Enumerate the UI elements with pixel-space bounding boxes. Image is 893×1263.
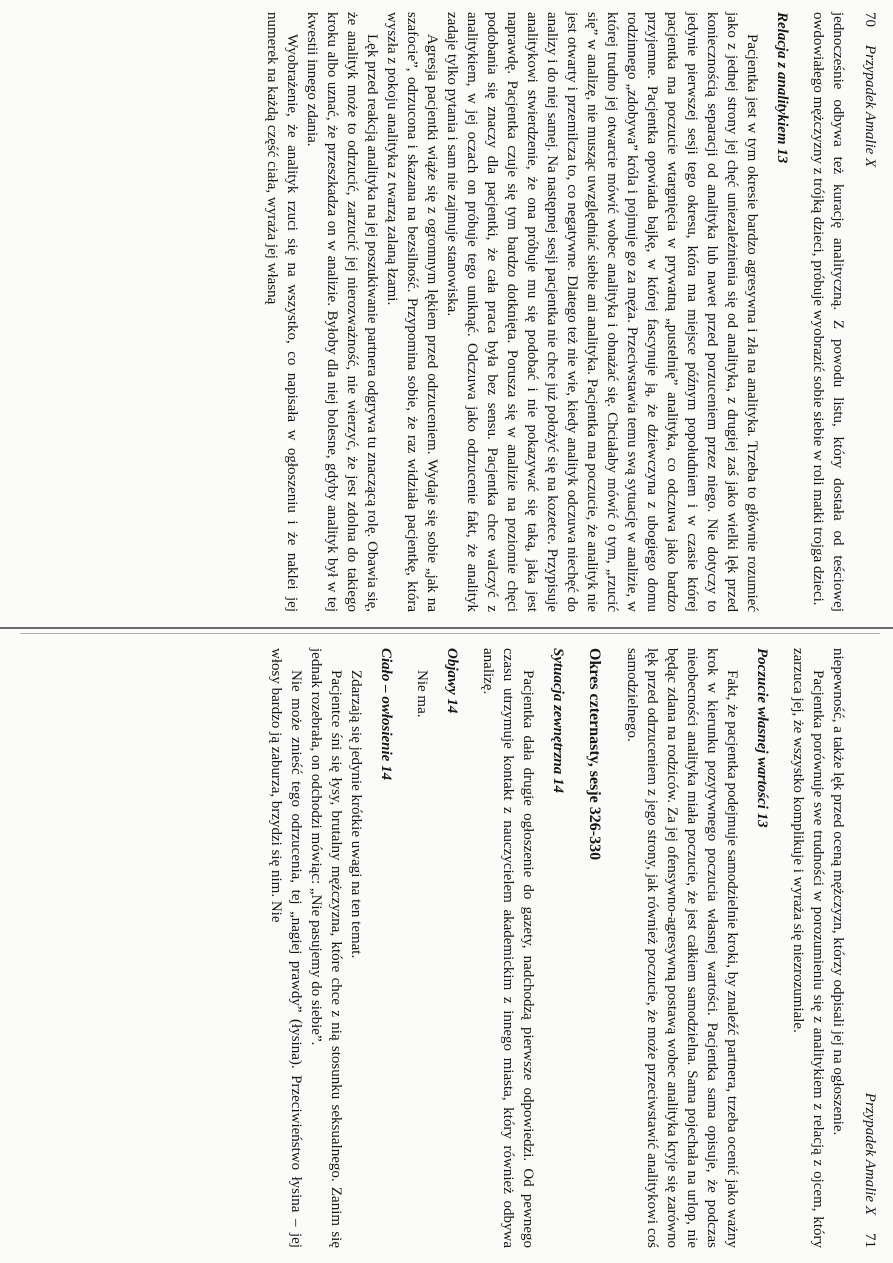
section-heading-relacja: Relacja z analitykiem 13 (774, 12, 790, 164)
paragraph-relacja-3: Lęk przed reakcją analityka na jej poszukiwanie partnera odgrywa tu znaczącą rolę. Obawia się, że analityk może to odrzucić, zarzucić jej nierozważność, nie wierzyć, że jest zdolna do takiego kroku albo uznać, że przeszkadza on w analizie. Byłoby dla niej bolesne, gdyby analityk był w tej kwestii innego zdania. (304, 12, 380, 612)
paragraph-sytuacja: Pacjentka dała drugie ogłoszenie do gazety, nadchodzą pierwsze odpowiedzi. Od pewnego czasu utrzymuje kontakt z nauczycielem akademickim z innego miasta, który również odbywa analizę. (480, 648, 536, 1248)
paragraph-relacja-2: Agresja pacjentki wiąże się z ogromnym lękiem przed odrzuceniem. Wydaje się sobie „jak na szafocie”, odrzucona i skazana na bezsilność. Przypomina sobie, że raz widziała pacjentkę, która wyszła z pokoju analityka z twarzą zalaną łzami. (384, 12, 440, 612)
paragraph-cialo-2: Pacjentce śni się łysy, brutalny mężczyzna, które chce z nią stosunku seksualnego. Zanim się jednak rozebrała, on odchodzi mówiąc: „Nie pasujemy do siebie”. (308, 648, 344, 1248)
page-70 (60, 12, 880, 612)
paragraph-relacja-4: Wyobrażenie, że analityk rzuci się na wszystko, co napisała w ogłoszeniu i że naklei jej numerek na każdą część ciała, wyraża jej własną (264, 12, 300, 612)
paragraph-poczucie: Fakt, że pacjentka podejmuje samodzielnie kroki, by znaleźć partnera, trzeba ocenić jako ważny krok w kierunku pozytywnego poczucia własnej wartości. Pacjentka sama opisuje, że podczas nieobecności analityka miała poczucie, że jest całkiem samodzielna. Sama pojechała na urlop, nie będąc zdana na rodziców. Za jej ofensywno-agresywną postawą wobec analityka kryje się zarówno lęk przed odrzuceniem z jego strony, jak również poczucie, że może przeciwstawić analitykowi coś samodzielnego. (624, 648, 740, 1248)
running-head-right (858, 648, 880, 1248)
section-heading-cialo: Ciało – owłosienie 14 (378, 648, 394, 781)
intro-paragraph-left: jednocześnie odbywa też kurację analityczną. Z powodu listu, który dostała od teściowej owdowiałego mężczyzny z trójką dzieci, próbuje wyobrazić sobie siebie w roli matki trojga dzieci. (810, 12, 846, 612)
paragraph-objawy: Nie ma. (414, 670, 430, 718)
intro-paragraph-right: niepewność, a także lęk przed oceną mężczyzn, którzy odpisali jej na ogłoszenie. (830, 648, 846, 1136)
page-number-71: 71 (862, 1233, 878, 1248)
running-title-left: Przypadek Amalie X (862, 45, 878, 168)
running-title-right: Przypadek Amalie X (862, 1092, 878, 1215)
paragraph-relacja-1: Pacjentka jest w tym okresie bardzo agresywna i zła na analityka. Trzeba to głównie rozumieć jako z jednej strony jej chęć uniezależnienia się od analityka, z drugiej zaś jako wielki lęk przed koniecznością separacji od analityka lub nawet przed porzuceniem przez niego. Nie dotyczy to jedynie pierwszej sesji tego okresu, która ma miejsce późnym popołudniem i w czasie której pacjentka ma poczucie wtargnięcia w prywatną „pustelnię” analityka, co odczuwa jako bardzo przyjemne. Pacjentka opowiada bajkę, w której fascynuje ją, że dziewczyna z ubogiego domu rodzinnego „zdobywa” króla i pojmuje go za męża. Przeciwstawia temu swą sytuację w analizie, w której trudno jej otwarcie mówić wobec analityka i obnażać się. Chciałaby mówić o tym, „rzucić się” w analizę, nie musząc uwzględniać siebie ani analityka. Pacjentka ma poczucie, że analityk nie jest otwarty i przemilcza to, co negatywne. Dlatego też nie wie, kiedy analityk odczuwa niechęć do analizy i do niej samej. Na następnej sesji pacjentka nie chce już położyć się na kozetce. Przypisuje analitykowi stwierdzenie, że ona próbuje mu się podobać i nie pokazywać się taką, jaka jest naprawdę. Pacjentka czuje się tym bardzo dotknięta. Porusza się w analizie na poziomie chęci podobania się znaczy dla pacjentki, że cała praca była bez sensu. Pacjentka chce walczyć z analitykiem, w jej oczach on próbuje tego uniknąć. Odczuwa jako odrzucenie fakt, że analityk zadaje tylko pytania i sam nie zajmuje stanowiska. (444, 12, 760, 612)
intro-paragraph-right-2: Pacjentka porównuje swe trudności w porozumieniu się z analitykiem z relacją z ojcem, który zarzuca jej, że wszystko komplikuje i wyraża się niezrozumiale. (790, 648, 826, 1248)
paragraph-cialo-3: Nie może znieść tego odrzucenia, tej „nagiej prawdy” (łysina). Przeciwieństwo łysina – jej włosy bardzo ją zaburza, brzydzi się nim. Nie (268, 648, 304, 1248)
section-heading-sytuacja: Sytuacja zewnętrzna 14 (550, 648, 566, 794)
section-heading-poczucie: Poczucie własnej wartości 13 (754, 648, 770, 828)
page-number-70: 70 (862, 12, 878, 27)
period-heading: Okres czternasty, sesje 326-330 (586, 648, 603, 861)
running-head-left (858, 12, 880, 612)
page-fold-line (0, 627, 893, 629)
page-71 (60, 648, 880, 1248)
section-heading-objawy: Objawy 14 (444, 648, 460, 714)
page-fold-shadow (20, 633, 880, 634)
paragraph-cialo-1: Zdarzają się jedynie krótkie uwagi na ten temat. (348, 670, 364, 959)
